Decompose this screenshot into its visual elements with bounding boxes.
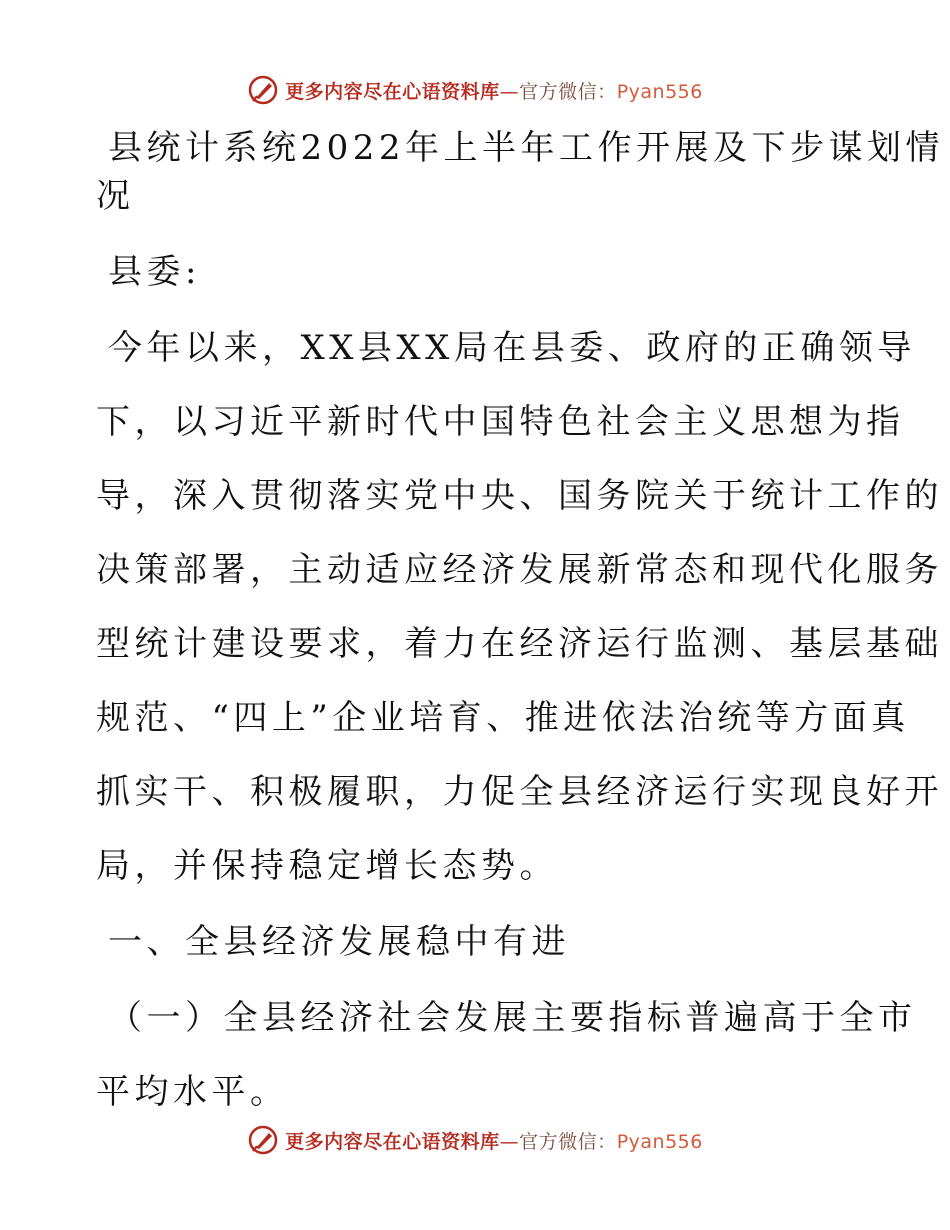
paragraph-line: 型统计建设要求，着力在经济运行监测、基层基础 <box>96 624 943 664</box>
paragraph-line: 导，深入贯彻落实党中央、国务院关于统计工作的 <box>96 476 943 516</box>
section-heading: 一、全县经济发展稳中有进 <box>108 922 570 962</box>
watermark-text: 更多内容尽在心语资料库—官方微信：Pyan556 <box>285 1130 703 1153</box>
quill-logo-icon <box>247 74 279 106</box>
paragraph-line: 决策部署，主动适应经济发展新常态和现代化服务 <box>96 550 943 590</box>
paragraph-line: 规范、“四上”企业培育、推进依法治统等方面真 <box>96 698 910 738</box>
document-title-line-1: 县统计系统2022年上半年工作开展及下步谋划情 <box>108 128 945 168</box>
watermark-banner-bottom <box>0 1120 950 1160</box>
salutation: 县委: <box>108 252 201 292</box>
quill-logo-icon <box>247 1124 279 1156</box>
watermark-banner-top <box>0 70 950 110</box>
document-body <box>96 124 945 1116</box>
paragraph-line: 抓实干、积极履职，力促全县经济运行实现良好开 <box>96 772 943 812</box>
paragraph-line: 局，并保持稳定增长态势。 <box>96 846 558 886</box>
paragraph-line: 下，以习近平新时代中国特色社会主义思想为指 <box>96 402 905 442</box>
subsection-heading-line-2: 平均水平。 <box>96 1072 289 1112</box>
paragraph-line: 今年以来，XX县XX局在县委、政府的正确领导 <box>108 328 916 368</box>
watermark-text: 更多内容尽在心语资料库—官方微信：Pyan556 <box>285 80 703 103</box>
subsection-heading-line-1: （一）全县经济社会发展主要指标普遍高于全市 <box>108 998 917 1038</box>
document-title-line-2: 况 <box>96 176 135 216</box>
